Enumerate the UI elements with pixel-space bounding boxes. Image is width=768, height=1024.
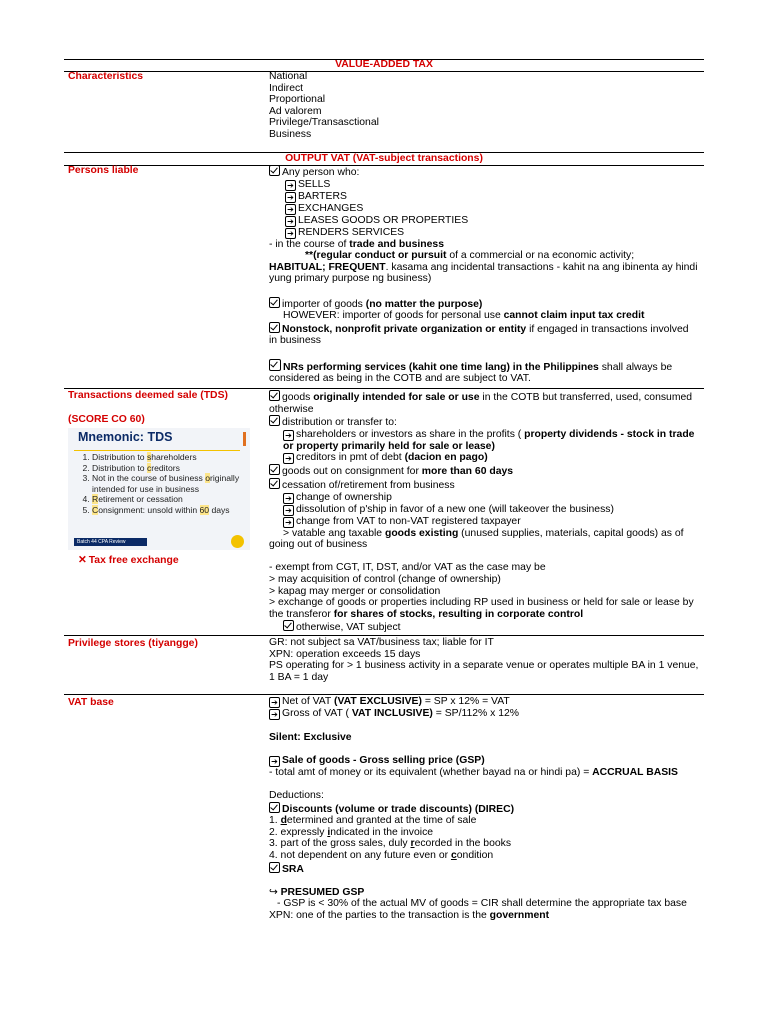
characteristic-item: Business	[269, 128, 312, 140]
text: Sale of goods - Gross selling price (GSP)	[282, 754, 485, 766]
arrow-box-icon: ➔	[283, 453, 294, 464]
text: VAT INCLUSIVE)	[351, 708, 433, 719]
mnemonic-item	[92, 463, 242, 474]
arrow-box-icon: ➔	[285, 216, 296, 227]
text: cannot claim input tax credit	[503, 310, 645, 322]
text: otherwise, VAT subject	[296, 622, 401, 634]
arrow-box-icon: ➔	[285, 192, 296, 203]
text: 60	[199, 504, 210, 515]
text: originally intended for sale or use	[313, 392, 480, 403]
text: ondition	[456, 849, 494, 861]
section-title-vat: VALUE-ADDED TAX	[335, 59, 433, 70]
text: creditors in pmt of debt	[296, 452, 405, 464]
characteristic-item: Ad valorem	[269, 105, 322, 117]
checkbox-icon	[269, 478, 280, 489]
vat-base-content	[269, 696, 699, 922]
mnemonic-item	[92, 452, 242, 463]
privilege-stores-content	[269, 637, 699, 683]
text: (unused supplies, materials, capital goods) as of going out of business	[269, 527, 684, 551]
checkbox-icon	[269, 464, 280, 475]
text: . kasama ang incidental transactions - kahit na ang ibinenta ay hindi yung primary purpose ng business)	[269, 261, 698, 285]
text: 1.	[269, 815, 281, 827]
arrow-box-icon: ➔	[285, 204, 296, 215]
text: if engaged in transactions involved in business	[269, 323, 689, 347]
text: LEASES GOODS OR PROPERTIES	[298, 214, 469, 226]
text: goods out on consignment for	[282, 466, 422, 478]
text: riginally intended for use in business	[92, 473, 240, 494]
arrow-box-icon: ➔	[283, 505, 294, 516]
text: R	[92, 494, 99, 505]
text: (dacion en pago)	[404, 452, 488, 464]
logo-icon	[231, 535, 244, 548]
section-title-output-vat: OUTPUT VAT (VAT-subject transactions)	[285, 153, 483, 164]
text: c	[146, 462, 152, 473]
text: = SP x 12% = VAT	[421, 696, 510, 707]
characteristics-list	[269, 71, 699, 141]
mnemonic-title: Mnemonic: TDS	[78, 430, 173, 444]
tds-content	[269, 390, 699, 634]
mnemonic-item	[92, 494, 242, 505]
arrow-box-icon: ➔	[269, 709, 280, 720]
persons-liable-content	[269, 165, 699, 385]
checkbox-icon	[269, 297, 280, 308]
text: XPN: one of the parties to the transaction is the	[269, 909, 490, 921]
text: RENDERS SERVICES	[298, 226, 405, 238]
text: Not in the course of business	[92, 473, 206, 484]
characteristic-item: Indirect	[269, 82, 304, 94]
text: Silent: Exclusive	[269, 731, 352, 743]
text: importer of goods	[282, 298, 366, 310]
text: hareholders	[151, 452, 197, 462]
divider	[64, 694, 704, 695]
text: Gross of VAT (	[282, 708, 352, 719]
checkbox-icon	[283, 620, 294, 631]
text: Tax free exchange	[88, 555, 179, 566]
text: PRESUMED GSP	[280, 886, 365, 898]
text: HABITUAL; FREQUENT	[269, 261, 386, 273]
arrow-box-icon: ➔	[283, 517, 294, 528]
text: onsignment: unsold within	[98, 504, 200, 515]
text: BARTERS	[298, 190, 347, 202]
text: Discounts (volume or trade discounts) (DIREC)	[282, 803, 515, 815]
text: **(regular conduct or pursuit	[305, 250, 447, 262]
characteristic-item: National	[269, 71, 308, 82]
text: > kapag may merger or consolidation	[269, 585, 441, 597]
text: cessation of/retirement from business	[282, 479, 455, 491]
text: - exempt from CGT, IT, DST, and/or VAT as the case may be	[269, 562, 546, 574]
text: EXCHANGES	[298, 202, 364, 214]
text: s	[146, 452, 152, 462]
text: dissolution of p'ship in favor of a new one (will takeover the business)	[296, 503, 614, 515]
characteristic-item: Proportional	[269, 94, 326, 106]
text: PS operating for > 1 business activity in a separate venue or operates multiple BA in 1 venue, 1 BA = 1 day	[269, 660, 699, 683]
text: Nonstock, nonprofit private organization or entity	[282, 323, 527, 335]
text: ACCRUAL BASIS	[592, 766, 678, 778]
text: NRs performing services (kahit one time lang) in the Philippines	[283, 361, 599, 373]
text: Distribution to	[92, 462, 147, 473]
mnemonic-slide-image	[68, 428, 250, 550]
arrow-box-icon: ➔	[269, 697, 280, 708]
text: XPN: operation exceeds 15 days	[269, 648, 421, 660]
mnemonic-item	[92, 473, 242, 494]
text: o	[205, 473, 210, 484]
divider	[74, 450, 240, 451]
slide-footer: Batch 44 CPA Review	[74, 538, 147, 546]
text: 3. part of the gross sales, duly	[269, 838, 411, 850]
text: GR: not subject sa VAT/business tax; liable for IT	[269, 637, 494, 648]
text: SRA	[282, 863, 304, 875]
label-score-co-60: (SCORE CO 60)	[68, 414, 145, 425]
text: etirement or cessation	[98, 494, 183, 505]
text: more than 60 days	[421, 466, 514, 478]
text: of a commercial or na economic activity;	[446, 250, 635, 262]
checkbox-icon	[269, 165, 280, 176]
mnemonic-list	[68, 452, 242, 516]
text: (VAT EXCLUSIVE)	[333, 696, 422, 707]
text: trade and business	[349, 238, 444, 250]
text: > exchange of goods or properties including RP used in business or held for sale or lease by the transferor	[269, 597, 694, 620]
text: change of ownership	[296, 491, 392, 503]
x-mark-icon: ✕	[78, 555, 87, 566]
text: Any person who:	[282, 167, 360, 178]
mnemonic-item	[92, 505, 242, 516]
text: change from VAT to non-VAT registered taxpayer	[296, 515, 521, 527]
text: - total amt of money or its equivalent (whether bayad na or hindi pa) =	[269, 766, 593, 778]
arrow-box-icon: ➔	[285, 228, 296, 239]
text: Distribution to	[92, 452, 147, 462]
slide-accent	[243, 432, 246, 446]
checkbox-icon	[269, 322, 280, 333]
arrow-box-icon: ➔	[285, 180, 296, 191]
text: government	[489, 909, 550, 921]
text: i	[327, 826, 331, 838]
text: distribution or transfer to:	[282, 417, 397, 429]
text: SELLS	[298, 178, 331, 190]
divider	[64, 388, 704, 389]
label-tax-free-exchange	[78, 555, 268, 567]
text: (no matter the purpose)	[365, 298, 483, 310]
label-transactions-deemed-sale: Transactions deemed sale (TDS)	[68, 390, 228, 401]
text: shall always be considered as being in the COTB and are subject to VAT.	[269, 361, 673, 385]
text: 4. not dependent on any future even or	[269, 849, 451, 861]
arrow-box-icon: ➔	[269, 756, 280, 767]
text: - in the course of	[269, 238, 350, 250]
checkbox-icon	[269, 415, 280, 426]
text: etermined and granted at the time of sale	[286, 815, 477, 827]
label-vat-base: VAT base	[68, 697, 114, 708]
checkbox-icon	[269, 390, 280, 401]
checkbox-icon	[269, 359, 281, 371]
text: ecorded in the books	[414, 838, 512, 850]
text: > may acquisition of control (change of ownership)	[269, 573, 501, 585]
label-characteristics: Characteristics	[68, 71, 144, 82]
checkbox-icon	[269, 802, 280, 813]
text: Net of VAT	[282, 696, 334, 707]
arrow-box-icon: ➔	[283, 430, 294, 441]
text: in the COTB but transferred, used, consumed otherwise	[269, 392, 693, 415]
text: goods	[282, 392, 314, 403]
text: r	[410, 838, 415, 850]
text: Deductions:	[269, 789, 324, 801]
label-persons-liable: Persons liable	[68, 165, 139, 176]
text: d	[280, 815, 287, 827]
text: C	[92, 504, 99, 515]
text: reditors	[151, 462, 180, 473]
divider	[64, 635, 704, 636]
characteristic-item: Privilege/Transasctional	[269, 117, 379, 129]
text: for shares of stocks, resulting in corporate control	[333, 608, 584, 620]
curved-arrow-icon: ↪	[269, 886, 278, 898]
checkbox-icon	[269, 862, 280, 873]
text: shareholders or investors as share in the profits (	[296, 428, 525, 440]
text: 2. expressly	[269, 826, 328, 838]
text: goods existing	[384, 527, 459, 539]
text: c	[450, 849, 457, 861]
text: ndicated in the invoice	[330, 826, 434, 838]
text: HOWEVER: importer of goods for personal use	[283, 310, 504, 322]
arrow-box-icon: ➔	[283, 493, 294, 504]
text: - GSP is < 30% of the actual MV of goods = CIR shall determine the appropriate tax base	[277, 898, 687, 910]
label-privilege-stores: Privilege stores (tiyangge)	[68, 638, 198, 649]
text: = SP/112% x 12%	[432, 708, 520, 719]
text: days	[209, 504, 230, 515]
text: > vatable ang taxable	[283, 527, 385, 539]
text: property dividends - stock in trade or property primarily held for sale or lease)	[283, 428, 695, 452]
